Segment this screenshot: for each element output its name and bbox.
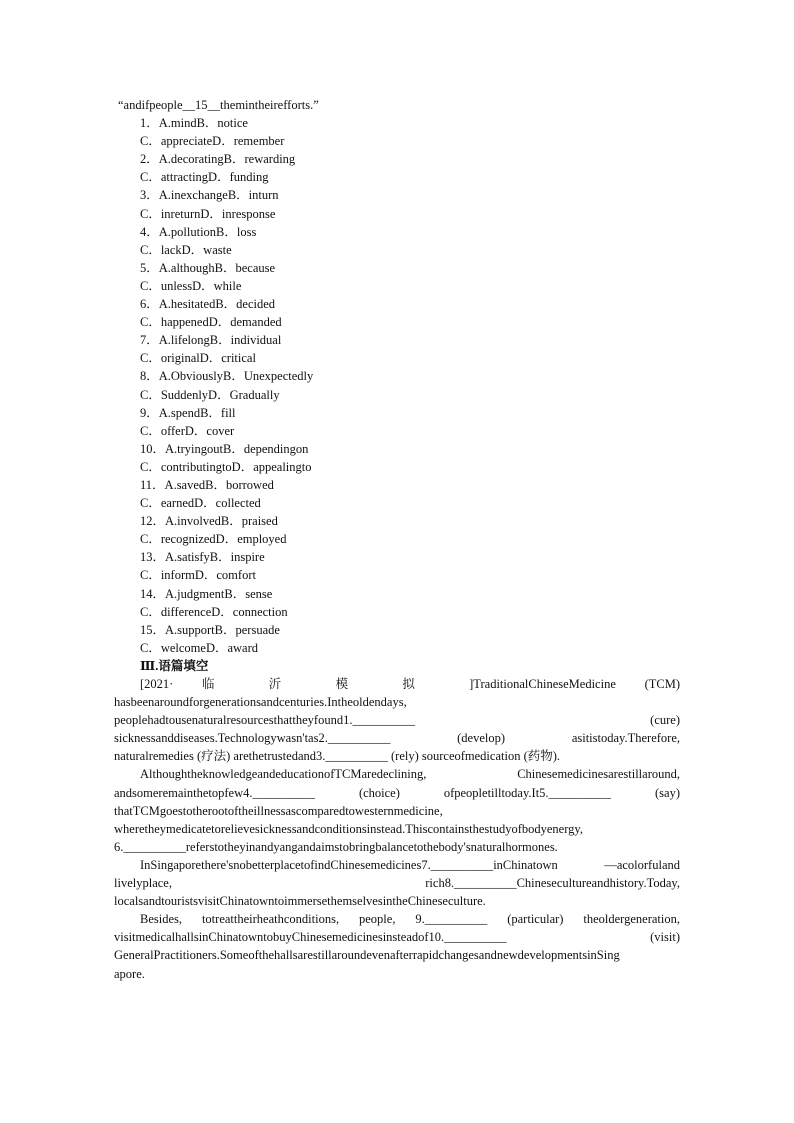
question-14-ab: 14．A.judgmentB．sense [140,586,273,601]
question-10-ab: 10．A.tryingoutB．dependingon [140,441,309,456]
question-1-ab: 1．A.mindB．notice [140,116,248,131]
paragraph-line: wheretheymedicatetorelievesicknessandconditionsinstead.Thiscontainsthestudyofbodyenergy, [114,821,583,836]
question-14-cd: C．differenceD．connection [140,604,288,619]
paragraph-1 [114,675,680,765]
paragraph-line: apore. [114,966,145,981]
question-8-ab: 8．A.ObviouslyB．Unexpectedly [140,369,314,384]
paragraph-3 [114,856,680,910]
document-page [114,96,680,983]
question-1-cd: C．appreciateD．remember [140,134,285,149]
question-13-cd: C．informD．comfort [140,568,256,583]
paragraph-line: sicknessanddiseases.Technologywasn'tas2.__________ (develop) asitistoday.Therefore, [114,731,680,746]
paragraph-line: andsomeremainthetopfew4.__________ (choice) ofpeopletilltoday.It5.__________ (say) [114,785,680,800]
paragraph-line: [2021· 临 沂 模 拟 ]TraditionalChineseMedicine (TCM) [140,677,680,691]
question-15-ab: 15．A.supportB．persuade [140,622,280,637]
question-12-ab: 12．A.involvedB．praised [140,514,278,529]
question-3-ab: 3．A.inexchangeB．inturn [140,188,279,203]
paragraph-4 [114,910,680,982]
paragraph-2 [114,765,680,855]
question-list [114,114,680,657]
paragraph-line: hasbeenaroundforgenerationsandcenturies.Intheoldendays, [114,695,407,710]
question-7-cd: C．originalD．critical [140,351,256,366]
question-10-cd: C．contributingtoD．appealingto [140,459,312,474]
question-6-ab: 6．A.hesitatedB．decided [140,297,276,312]
question-4-ab: 4．A.pollutionB．loss [140,224,257,239]
section-title: Ⅲ.语篇填空 [140,658,209,673]
question-4-cd: C．lackD．waste [140,242,232,257]
paragraph-line: InSingaporethere'snobetterplacetofindChinesemedicines7.__________inChinatown —acolorfuland [140,857,680,872]
passage-last-line: “andifpeople__15__themintheirefforts.” [118,98,319,112]
question-8-cd: C．SuddenlyD．Gradually [140,387,280,402]
question-9-ab: 9．A.spendB．fill [140,405,236,420]
question-2-cd: C．attractingD．funding [140,170,269,185]
paragraph-line: Besides, totreattheirheathconditions, people, 9.__________ (particular) theoldergeneration, [140,912,680,927]
question-2-ab: 2．A.decoratingB．rewarding [140,152,296,167]
question-7-ab: 7．A.lifelongB．individual [140,333,282,348]
paragraph-line: AlthoughtheknowledgeandeducationofTCMaredeclining, Chinesemedicinesarestillaround, [140,767,680,782]
question-5-ab: 5．A.althoughB．because [140,260,276,275]
paragraph-line: thatTCMgoestotherootoftheillnessascomparedtowesternmedicine, [114,803,443,818]
paragraph-line: GeneralPractitioners.SomeofthehallsarestillaroundevenafterrapidchangesandnewdevelopmentsinSing [114,948,620,963]
paragraph-line: visitmedicalhallsinChinatowntobuyChinesemedicinesinsteadof10.__________ (visit) [114,930,680,945]
paragraph-line: localsandtouristsvisitChinatowntoimmersethemselvesintheChineseculture. [114,894,486,909]
question-3-cd: C．inreturnD．inresponse [140,206,276,221]
question-5-cd: C．unlessD．while [140,278,242,293]
paragraph-line: peoplehadtousenaturalresourcesthattheyfound1.__________ (cure) [114,713,680,728]
paragraph-line: livelyplace, rich8.__________Chinesecultureandhistory.Today, [114,876,680,891]
paragraph-line: naturalremedies (疗法) arethetrustedand3.__________ (rely) sourceofmedication (药物). [114,749,561,764]
question-13-ab: 13．A.satisfyB．inspire [140,550,265,565]
question-15-cd: C．welcomeD．award [140,640,259,655]
question-6-cd: C．happenedD．demanded [140,315,282,330]
question-9-cd: C．offerD．cover [140,423,235,438]
question-11-cd: C．earnedD．collected [140,496,261,511]
paragraph-line: 6.__________referstotheyinandyangandaimstobringbalancetothebody'snaturalhormones. [114,839,558,854]
question-11-ab: 11．A.savedB．borrowed [140,477,274,492]
question-12-cd: C．recognizedD．employed [140,532,287,547]
